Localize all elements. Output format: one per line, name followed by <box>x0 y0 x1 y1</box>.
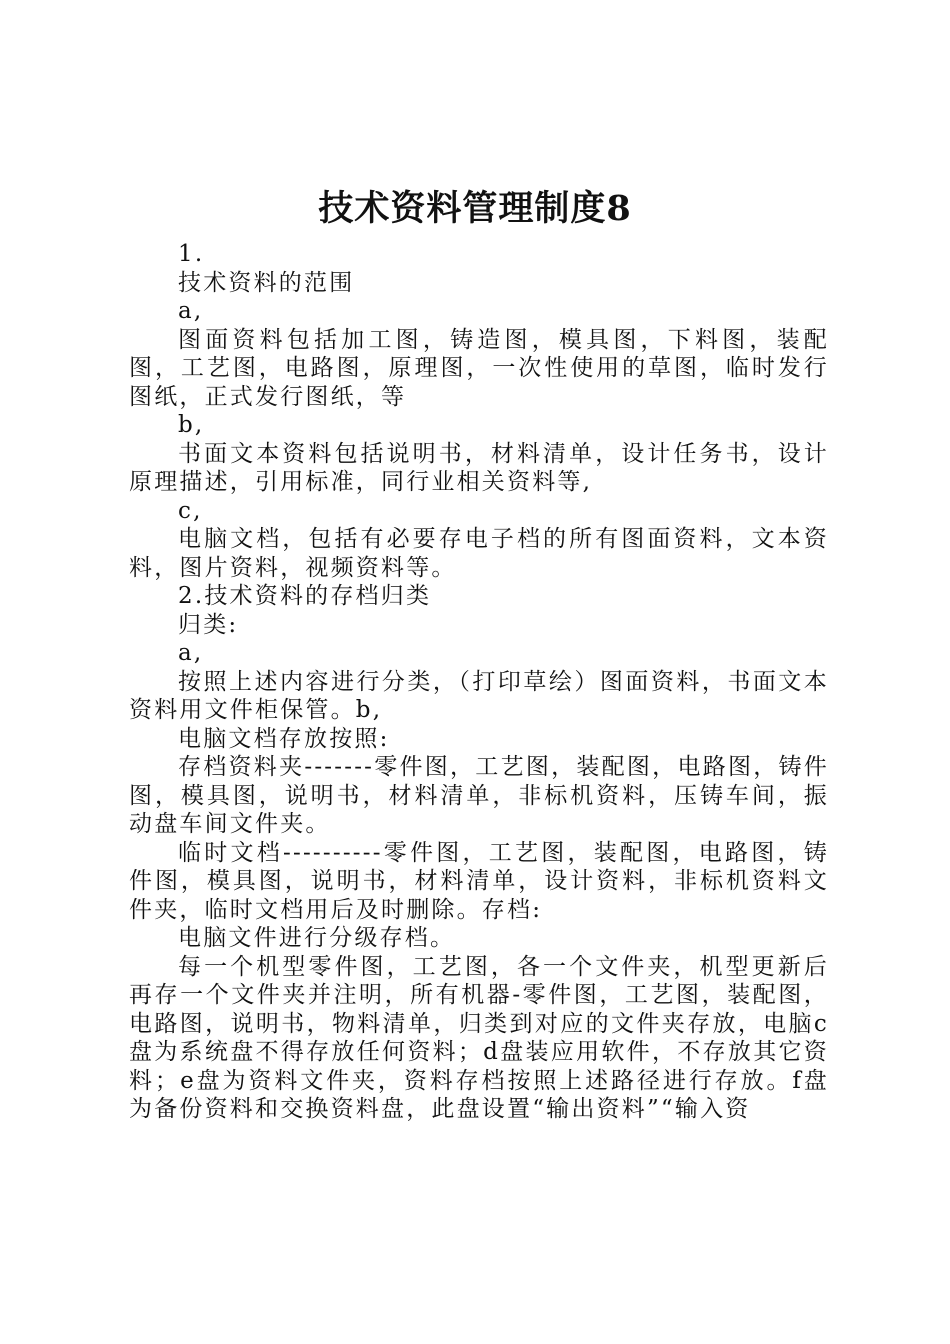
paragraph: 电脑文档，包括有必要存电子档的所有图面资料，文本资料，图片资料，视频资料等。 <box>129 526 829 581</box>
paragraph: b, <box>178 412 205 438</box>
paragraph: 按照上述内容进行分类，（打印草绘）图面资料，书面文本资料用文件柜保管。b, <box>129 668 829 723</box>
document-title: 技术资料管理制度8 <box>318 188 632 229</box>
paragraph: 电脑文件进行分级存档。 <box>178 925 456 951</box>
paragraph: a, <box>178 640 204 666</box>
paragraph: 2.技术资料的存档归类 <box>178 583 432 609</box>
paragraph: 1. <box>178 241 205 267</box>
paragraph: 存档资料夹-------零件图，工艺图，装配图，电路图，铸件图，模具图，说明书，材料清单，非标机资料，压铸车间，振动盘车间文件夹。 <box>129 754 829 837</box>
paragraph: 技术资料的范围 <box>178 269 355 296</box>
paragraph: a, <box>178 298 204 324</box>
paragraph: c, <box>178 497 203 524</box>
document-body <box>129 240 829 1124</box>
paragraph: 图面资料包括加工图，铸造图，模具图，下料图，装配图，工艺图，电路图，原理图，一次性使用的草图，临时发行图纸，正式发行图纸，等 <box>129 326 829 410</box>
paragraph: 每一个机型零件图，工艺图，各一个文件夹，机型更新后再存一个文件夹并注明，所有机器-零件图，工艺图，装配图，电路图，说明书，物料清单，归类到对应的文件夹存放，电脑c盘为系统盘不得存放任何资料；d盘装应用软件，不存放其它资料；e盘为资料文件夹，资料存档按照上述路径进行存放。f盘为备份资料和交换资料盘，此盘设置“输出资料”“输入资 <box>129 953 829 1122</box>
paragraph: 临时文档----------零件图，工艺图，装配图，电路图，铸件图，模具图，说明书，材料清单，设计资料，非标机资料文件夹，临时文档用后及时删除。存档: <box>129 839 829 923</box>
paragraph: 归类: <box>178 611 239 638</box>
paragraph: 书面文本资料包括说明书，材料清单，设计任务书，设计原理描述，引用标准，同行业相关资料等, <box>129 440 829 495</box>
paragraph: 电脑文档存放按照: <box>178 725 390 752</box>
